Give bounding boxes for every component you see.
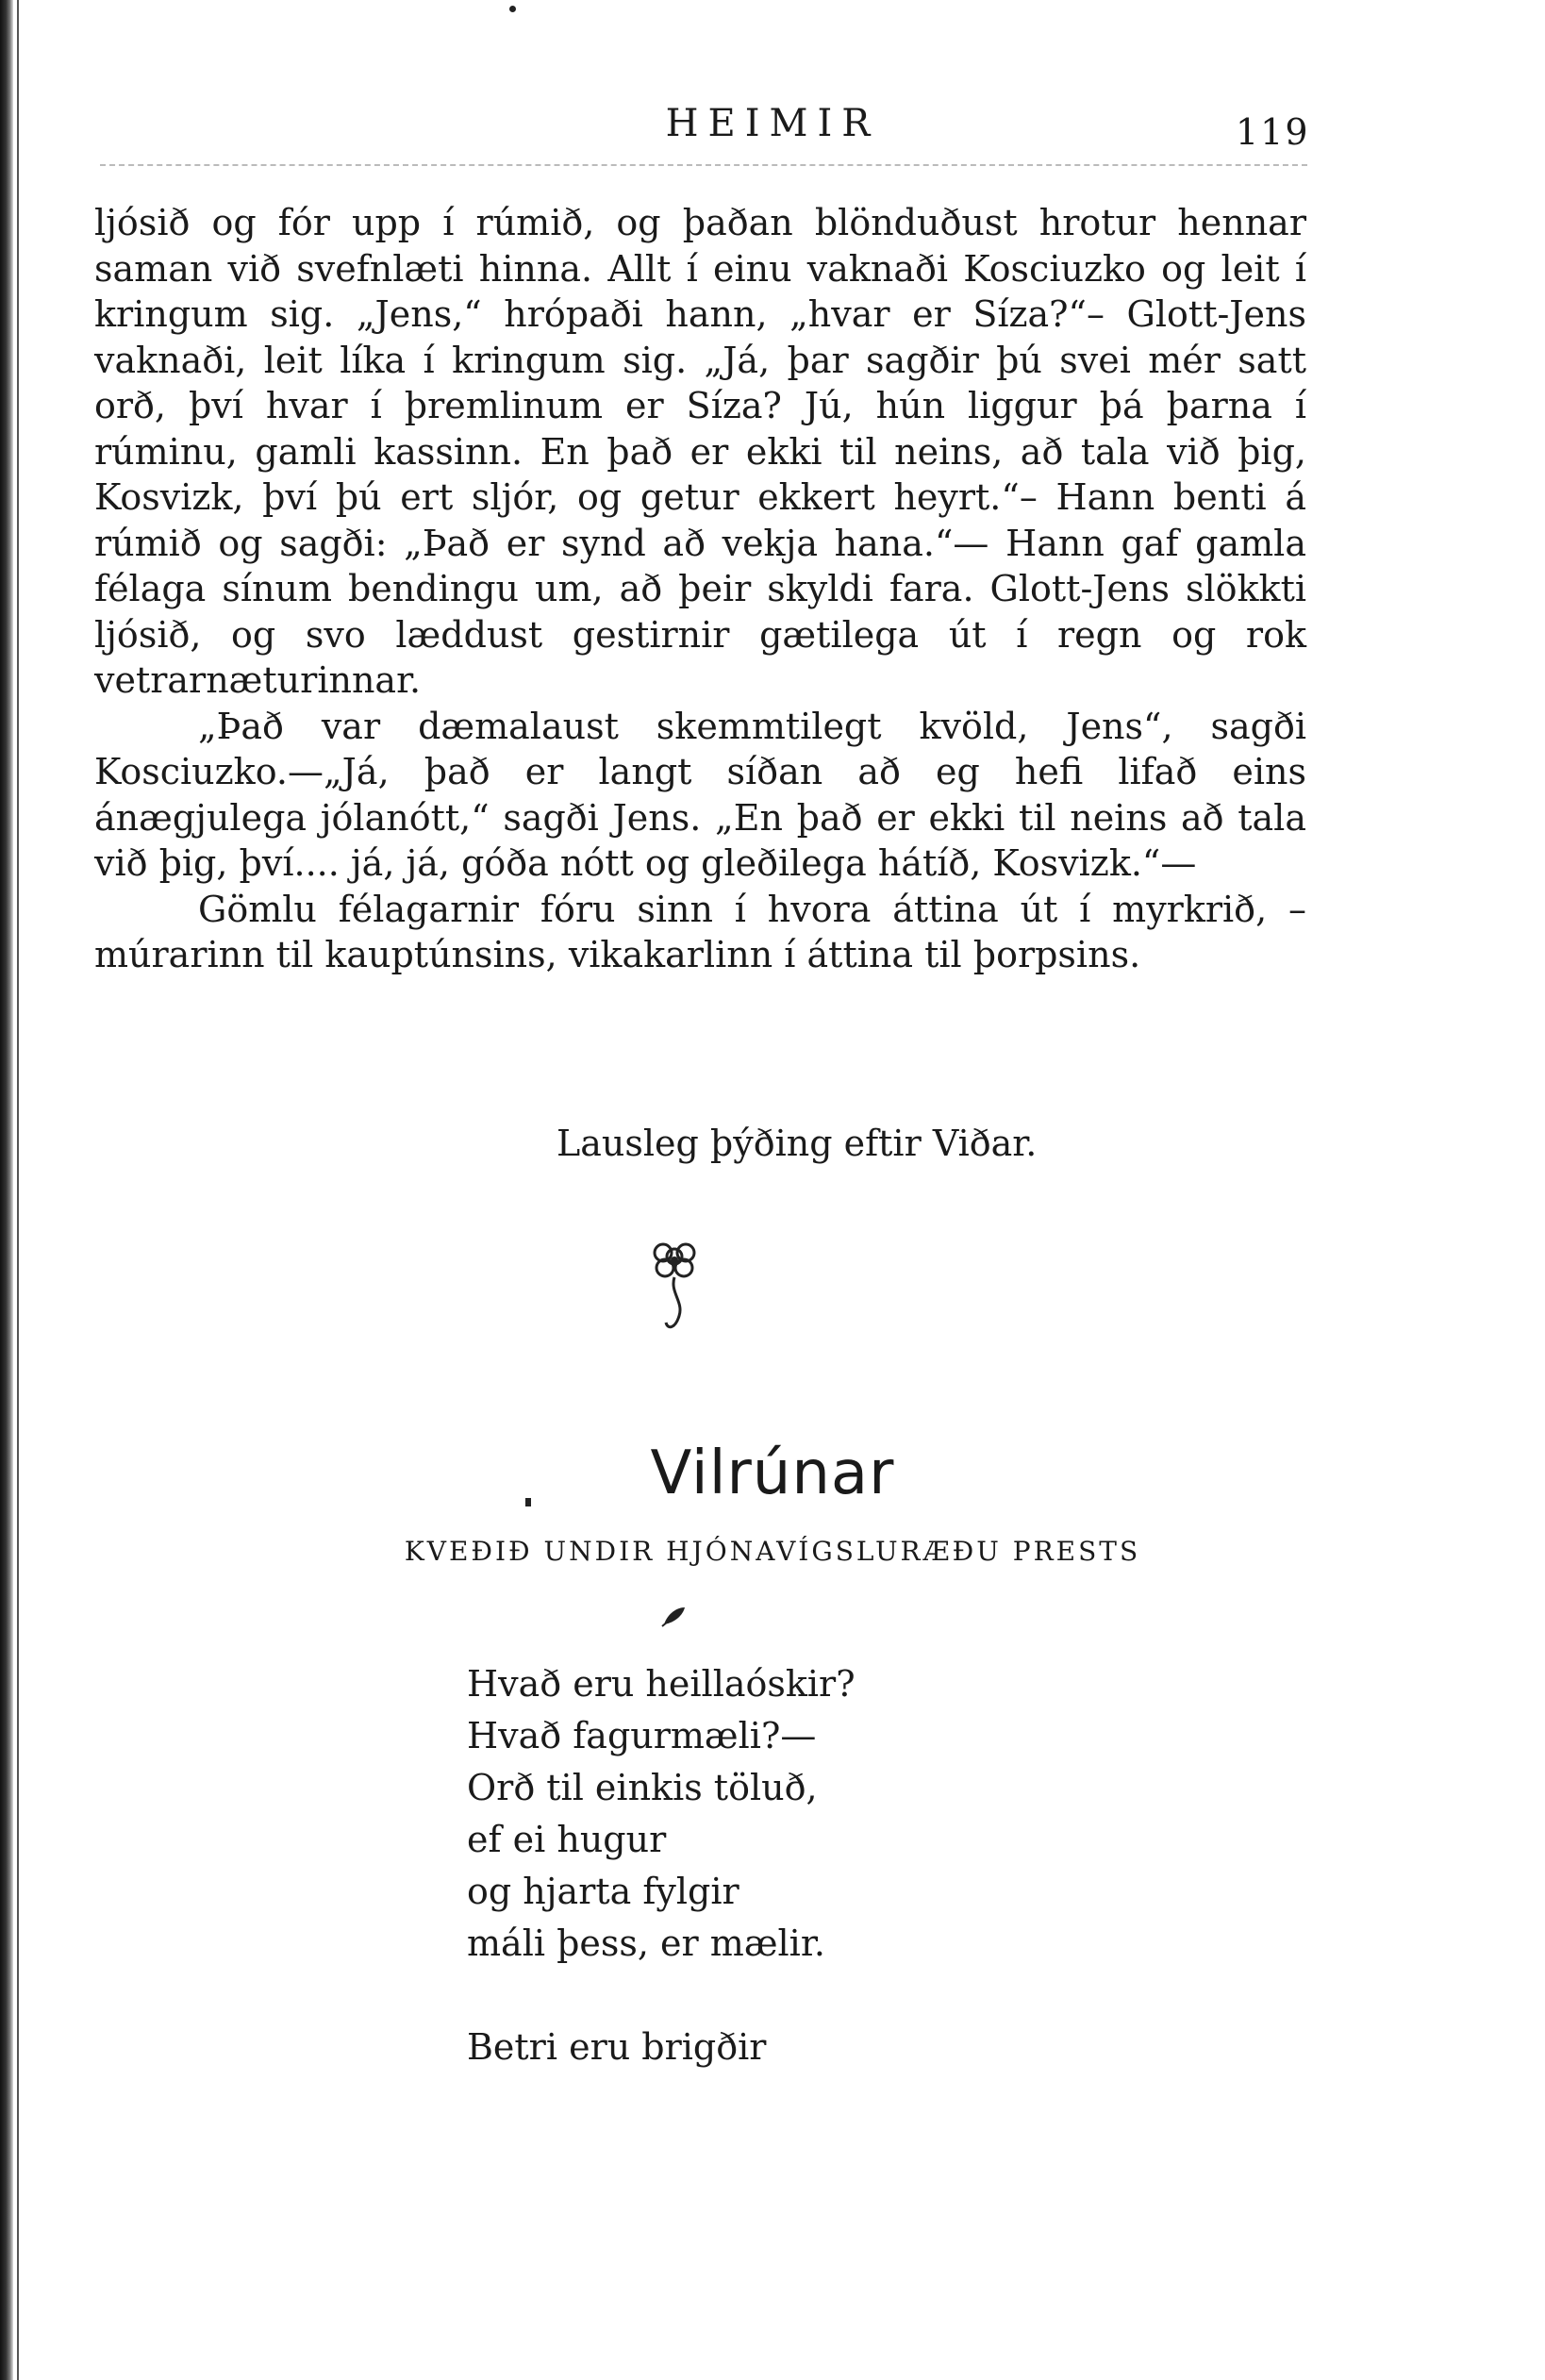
poem-line: Hvað fagurmæli?— <box>467 1715 817 1756</box>
leaf-ornament-icon <box>660 1604 689 1628</box>
poem-body <box>467 1658 856 2073</box>
book-spine-edge <box>0 0 13 2380</box>
running-head: HEIMIR <box>665 102 880 145</box>
poem-stanza-2 <box>467 2022 856 2073</box>
print-speck <box>525 1498 531 1506</box>
header-rule <box>100 164 1307 166</box>
page-number: 119 <box>1236 111 1310 153</box>
poem-line: og hjarta fylgir <box>467 1871 739 1912</box>
flower-ornament-icon <box>641 1236 707 1349</box>
poem-stanza-1 <box>467 1658 856 1970</box>
prose-body <box>94 200 1306 978</box>
prose-paragraph-1: ljósið og fór upp í rúmið, og þaðan blönduðust hrotur hennar saman við svefnlæti hinna. Allt í einu vaknaði Kosciuzko og leit í kringum sig. „Jens,“ hrópaði hann, „hvar er Síza?“– Glott-Jens vaknaði, leit líka í kringum sig. „Já, þar sagðir þú svei mér satt orð, því hvar í þremlinum er Síza? Jú, hún liggur þá þarna í rúminu, gamli kassinn. En það er ekki til neins, að tala við þig, Kosvizk, því þú ert sljór, og getur ekkert heyrt.“– Hann benti á rúmið og sagði: „Það er synd að vekja hana.“— Hann gaf gamla félaga sínum bendingu um, að þeir skyldi fara. Glott-Jens slökkti ljósið, og svo læddust gestirnir gætilega út í regn og rok vetrarnæturinnar. <box>94 202 1306 701</box>
poem-line: ef ei hugur <box>467 1819 667 1860</box>
prose-paragraph-3: Gömlu félagarnir fóru sinn í hvora áttina út í myrkrið, – múrarinn til kauptúnsins, vikakarlinn í áttina til þorpsins. <box>94 888 1306 975</box>
translation-credit: Lausleg þýðing eftir Viðar. <box>557 1123 1038 1164</box>
prose-paragraph-2: „Það var dæmalaust skemmtilegt kvöld, Jens“, sagði Kosciuzko.—„Já, það er langt síðan að eg hefi lifað eins ánægjulega jólanótt,“ sagði Jens. „En það er ekki til neins að tala við þig, því.... já, já, góða nótt og gleðilega hátíð, Kosvizk.“— <box>94 705 1306 884</box>
poem-line: máli þess, er mælir. <box>467 1922 825 1964</box>
poem-line: Orð til einkis töluð, <box>467 1767 818 1808</box>
print-speck <box>509 6 516 12</box>
book-spine-line <box>17 0 19 2380</box>
poem-subtitle: KVEÐIÐ UNDIR HJÓNAVÍGSLURÆÐU PRESTS <box>404 1536 1141 1567</box>
poem-title: Vilrúnar <box>650 1439 895 1508</box>
poem-line: Betri eru brigðir <box>467 2026 767 2068</box>
poem-line: Hvað eru heillaóskir? <box>467 1663 856 1705</box>
